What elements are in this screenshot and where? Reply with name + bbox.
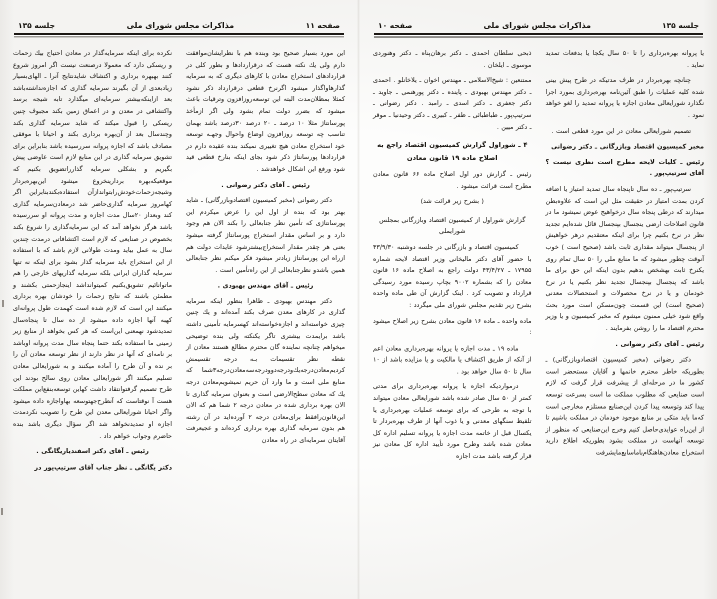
- paragraph: یا پروانه بهره‌برداری را تا ۵۰ سال یکجا یا بدفعات تمدید نماید .: [545, 49, 704, 69]
- paragraph-speech-sartippour: سرتیپ‌پور ـ ده سال تاپنجاه سال تمدید امتیاز یا اضافه کردن بمدت امتیاز در حقیقت مثل این است که علاوه‌بطن میدارند که درطی پنجاه سال درخواهیج عوض نمیشود ما در قانون اصلاحات ارضی ینجسال بپنجسال قائل شده‌ایم تجدید نظر در نرخ بکنیم چرا برای اینکه معتقدیم درهر خواهیش از پنجسال میتواند مقداری ثابت باشد (صحیح است ) خوب آنوقت چطور میشود که ما منابع ملی را ۵۰ سال تمام روی یکنرخ ثابت بهشخص بدهیم بدون اینکه این حق برای ما باشد که پنجسال بپنجسال تجدید نظر بکنیم یا در نرخ خودمان و یا در نرخ محصولات و استحصالات معدنی (صحیح است) این قسمت چون‌مسکن است مورد بحث واقع شود خیلی ممنون میشوم که مخبر کمیسیون و یا وزیر محترم اقتصاد ما را روشن بفرمایند .: [545, 184, 704, 332]
- speaker-line-yeganegi: دکتر یگانگی ـ نظر جناب آقای سرتیپ‌پور در: [34, 463, 172, 472]
- paragraph-report-body: کمیسیون اقتصاد و بازرگانی در جلسه دوشنبه ۴۳/۹/۳۰ با حضور آقای دکتر مالیخانی وزیر اقتصاد لایحه شماره ۱۷۹۵۵ ـ ۴۳/۴/۲۷ دولت راجع به اصلاح ماده ۱۶ قانون معادن را که بشماره ۹۰۰۲ بچاپ رسیده مورد رسیدگی قرارداد و تصویب کرد . اینک گزارش آن طی ماده واحده بشرح زیر تقدیم مجلس شورای ملی میگردد :: [373, 242, 532, 309]
- session-label-left: جلسه ۱۳۵: [18, 21, 56, 31]
- header-rule-right: [374, 33, 703, 35]
- paragraph-speech-yeganegi: این مورد بسیار صحیح بود وبنده هم با نظرایشان‌موافقت دارم ولی یك نکته هست که درقراردادها و بطور کلی در قراردادهای استخراج معادن با کارهای دیگری که به سرمایه گذارهاواگذار میشود اگرنرخ قطعی درقرارداد ذکر نشود کمثلا بمظلان‌مدت البته این توسعه‌روزافزون وترقیات باعث میشود که بضرر دولت تمام بشود ولی اگر ازمأخذ پورسانتاژ مثلا ۱۰ درصد ـ ۲۰ درصد ۳۰درصد باشد بهمان تناسب چه توسعه روزافزون اوضاع واحوال وجهـه توسعه خود استخراج معادن هیچ تغییری نمیکند بنده عقیده دارم در قراردادها پورسانتاژ ذکر شود بجای اینکه بنارخ قطعی قید شود ورفع این اشکال خواهدشد .: [186, 49, 345, 174]
- paragraph-chair-statement: رئیس ـ گزارش دور اول اصلاح ماده ۶۶ قانون معادن مطرح است قرائت میشود .: [373, 170, 532, 190]
- document-title-left: مذاکرات مجلس شورای ملی: [126, 21, 235, 30]
- paragraph-attendee-list: ذبحی سلطان احمدی ـ دکتر برهان‌پناه ـ دکتر وهنوردی موسوی ـ ایلخان .: [373, 48, 532, 69]
- paragraph-speech-rezvani-continued: نکرده برای اینکه سرمایه‌گذار در معادن احتیاج بیك زحمات و ریسکی دارد که معمولا درصنعت نیست اگر امروز شروع کنند بهبهره برداری و اکتشاف شایدنتایج آنرا ـ الهای‌بسیار زیادبعدی از آن بگیرند سرمایه گذاری که اجازه‌نداشته‌باشد بعد ازاینکه‌بیشتر سرمایه‌ای میگذارد تابه شیجه برسد واکتشافی در معدن و در اعماق زمین بکند مجبوف چنین ریسکی را قبول میکند که شاید سرمایه گذاری بکند وچندسال بعد از آن‌بهره برداری بکند و احیانا با موفقی مصادف باشد که اجازه پروانه سررسیده باشد بنابراین برای تشویق سرمایه گذاری در این منابع لازم است عاوضی پیش بگیریم و بشکلی سرمایه گذارراتضویق بکنیم که موقعیکه‌بهره بردارینخروع میشود این‌بهره‌بردار وشیجه‌زحمات‌خودش‌رابتواندازآن استفاده‌بکندبنابراین اگر کهامروز سرمایه گذاری‌حاضر شد درمعادن‌سرمایه گذاری کند وبعداز ۲۰سال مدت اجازه و مدت پروانه او سررسیده باشد هرگز نخواهد آمد که این سرمایه‌گذاری را شروع بکند بخصوص در صنایعی که لازم است اکتشافاتی درمدت چندین سال به عمل بیاید ومدت طولانی لازم باشد که با استفاده از این استخراج باید سرمایه گذار بشود برای اینکه نه تنها سرمایه گذاران ایرانی بلکه سرمایه گذاریهای خارجی را هم ماتوانائیم تشویق‌بکنیم کمیتوانداشد اینجازحمتی بکشند و مطمئن باشند که نتایج زحمات را خودشان بهره برداری میکنند این است که لازم شده است کهمدت طول پروانه‌ای کهبه آنها اجازه داده میشود از ده سال تا پنجاه‌سال تمدیدشود نهمعنی این‌است که هر کس بخواهد از منابع زیر زمینی ما استفاده بکند حتما پنجاه سال مدت پروانه اوباشد بر نامه‌ای که آنها در نظر دارند از نظر توسعه معادن آن را بر نده و آن طرح را آماده میکنند و به شورایعالی معادن تسلیم میکنند اگر شورایعالی معادن روی سالح بودند این طرح تصمیم گرفتوانتقاد داشت کهاین توسعه‌بنفع‌این مملکت هست آ نوقتاست که آنطرح‌جهتوسعه بهاواجازه داده میشود واگر احیانا شورایعالی معدن این طرح را تصویب نکردمدت اجازه او تمدیدنخواهد شد اگر سؤال دیگری باشد بنده حاضرم وجواب خواهم داد .: [12, 48, 172, 440]
- paragraph-speech-behboudi: دکتر مهندس بهبودی ـ ظاهرا بنظور اینکه سرمایه گذاری در کارهای معدن صرف بکند آمده‌اند و یك چنین چیزی خواسته‌اند و اجازه‌خواسته‌اند کهسرمایه تأمینی داشته باشد برایمدت بیشتری تاگر یکنکته ولی بنده توضیحی میخواهم چنانچه نماینده گان محترم مطالع هستند معادن از نقطه نظر تقسیمات بـه درجه تقسیمش کردیم‌معادن‌در‌جه‌یك‌و‌در‌جه‌دو‌و‌در‌جه‌سه‌معادن‌در‌جه‌۳شما که منابع ملی است و ما وارد آن حریم نمیشویم‌معادن درجه یك که معادن سطح‌الارضی است و بعنوان سرمایه گذاری تا الان بهره برداری شده در معادن درجه ۲ شما هم که الان این‌قانون‌را‌فقط برای‌معادن درجه ۲ آورده‌اید در آن رشته هم بدون سرمایه گذاری بهره برداری کرده‌اند و عجیعرفت آقایتان سرمایه‌ای در راه معادن: [186, 297, 345, 445]
- scan-artifact-speck: [2, 300, 4, 307]
- agenda-item-heading: ۴ ـ شوراول گزارش کمیسیون اقتصاد راجع به اصلاح ماده ۱۹ قانون معادن: [377, 141, 528, 162]
- columns-left-page: [6, 48, 352, 595]
- paragraph: چنانچه بهره‌بردار در ظرف مدتیکه در طرح پیش بینی شده کلیه عملیات را طبق آئین‌نامه بهره‌برداری بمورد اجرا نگذارد شورایعالی معادن اجازه یا پروانه تمدید را لغو خواهد نمود .: [545, 76, 704, 119]
- speaker-line-chair: رئیس ـ آقای دکتر اسفندیاریگانگی .: [36, 447, 149, 456]
- running-head-right: [368, 22, 709, 42]
- columns-right-page: [366, 48, 711, 595]
- paragraph-article-19: ماده ۱۹ ـ مدت اجازه یا پروانه بهره‌برداری معادن اعم از آنکه از طریق اکتشاف یا مالکیت و یا مزایده باشد از ۱۰ سال تا ۵۰ سال خواهد بود .: [373, 344, 532, 376]
- speaker-line-chair: رئیس ـ آقای دکتر رضوانی .: [615, 339, 704, 348]
- session-label-right: جلسه ۱۳۵: [662, 21, 699, 31]
- page-number-left: صفحه ۱۱: [305, 21, 340, 31]
- speaker-line-chair: رئیس ـ آقای مهندس بهبودی .: [217, 281, 314, 290]
- page-number-right: صفحه ۱۰: [378, 21, 413, 31]
- report-title: گزارش شوراول از کمیسیون اقتصاد وبازرگانی بمجلس شورایملی: [379, 215, 526, 236]
- document-title-right: مذاکرات مجلس شورای ملی: [483, 21, 591, 30]
- speaker-line-chair: رئیس ـ کلیات لایحه مطرح است نظری نیست ؟ آقای سرتیپ‌پور .: [545, 157, 704, 178]
- speaker-line-chair: رئیس ـ آقای دکتر رضوانی .: [221, 180, 310, 189]
- paragraph-abstainers-list: ممتنعین : شیخ‌الاسلامی ـ مهندس اخوان ـ یلاخانلو . احمدی ـ دکتر مهندس بهبودی ـ پاینده ـ دکتر پورهنمی ـ جاوید ـ دکتر جعفری ـ دکتر اسدی ـ رامبد . دکتر رضوانی ـ سرتیپ‌پور ـ طباطبائی ـ ظفر ـ کبیری ـ دکتر وحیدنیا ـ موقر ـ دکتر میین .: [373, 76, 532, 131]
- column-left-page-right: [6, 48, 179, 595]
- paragraph-article-continued: درمواردیکه اجازه یا پروانه بهره‌برداری برای مدتی کمتر از ۵۰ سال صادر شده باشد شورایعالی معادن میتواند با توجه به طرحی که برای توسعه عملیات بهره‌برداری یا تلفیظ سنگهای معدنی و یا ذوب آنها از طرف بهره‌بردار تا یکسال قبل از خاتمه مدت اجازه یا پروانه تسلیم اداره کل معادن شده باشد وطرح مورد تأیید اداره کل معادن نیز قرار گرفته باشد مدت اجازه: [373, 382, 532, 461]
- paragraph-speech-rezvani: دکتر رضوانی (مخبر کمیسیون اقتصادوبازرگانی) ـ شاید بهتر بود که بنده از اول این را عرض میکردم این پورسانتاژی که تأمین نظر جنابعالی را بکند الان هم وجود دارد و بر اساس مقدار استخراج پورسانتاژ گرفته میشود بعنی هر چقدر مقدار استخراج‌بیشتر‌شود عایدات دولت هم ازراه این پورسانتاژ زیادتر میشود فکر میکنم نظر جنابعالی همین باشدو نظرجنابعالی از این راه‌تأمین است .: [186, 196, 345, 274]
- committee-rapporteur-line: مخبر کمیسیون اقتصاد وبازرگانی ـ دکتر رضوانی: [551, 142, 704, 151]
- paragraph-speech-rezvani: دکتر رضوانی (مخبر کمیسیون اقتصادوبازرگانی) ـ بطوریکه خاطر محترم خانمها و آقایان مستحضر است کشور ما در مرحله‌ای از پیشرفت قرار گرفت که لازم است صنایعی که مطلوب مملکت ما است بسرعت توسعه پیدا کند وتوسعه پیدا کردن این‌صنایع مستلزم مخارجی است که‌ما باید متکی بر منابع موجود خودمان در مملکت باشیم تا از این‌راه عوایدی‌حاصل کنیم وخرج این‌صنایعی که منظور از توسعه آنهاست در مملکت بشود بطوریکه اطلاع دارید استخراج معادن‌هاهنگام‌باماسابع‌مایشرفت: [545, 355, 704, 457]
- scan-artifact-speck: [1, 508, 3, 515]
- single-article-heading: ماده واحده ـ ماده ۱۶ قانون معادن بشرح زیر اصلاح میشود :: [373, 316, 532, 337]
- reading-note: ( بشرح زیر قرائت شد): [420, 197, 484, 206]
- page-right: [360, 0, 717, 599]
- column-right-page-right: [366, 48, 539, 595]
- column-right-page-left: [539, 48, 712, 595]
- paragraph: تصمیم شورایعالی معادن در این مورد قطعی است .: [551, 126, 691, 135]
- column-left-page-left: [179, 48, 352, 595]
- page-left: [0, 0, 358, 599]
- running-head-left: [8, 22, 350, 42]
- header-rule-left: [14, 33, 344, 35]
